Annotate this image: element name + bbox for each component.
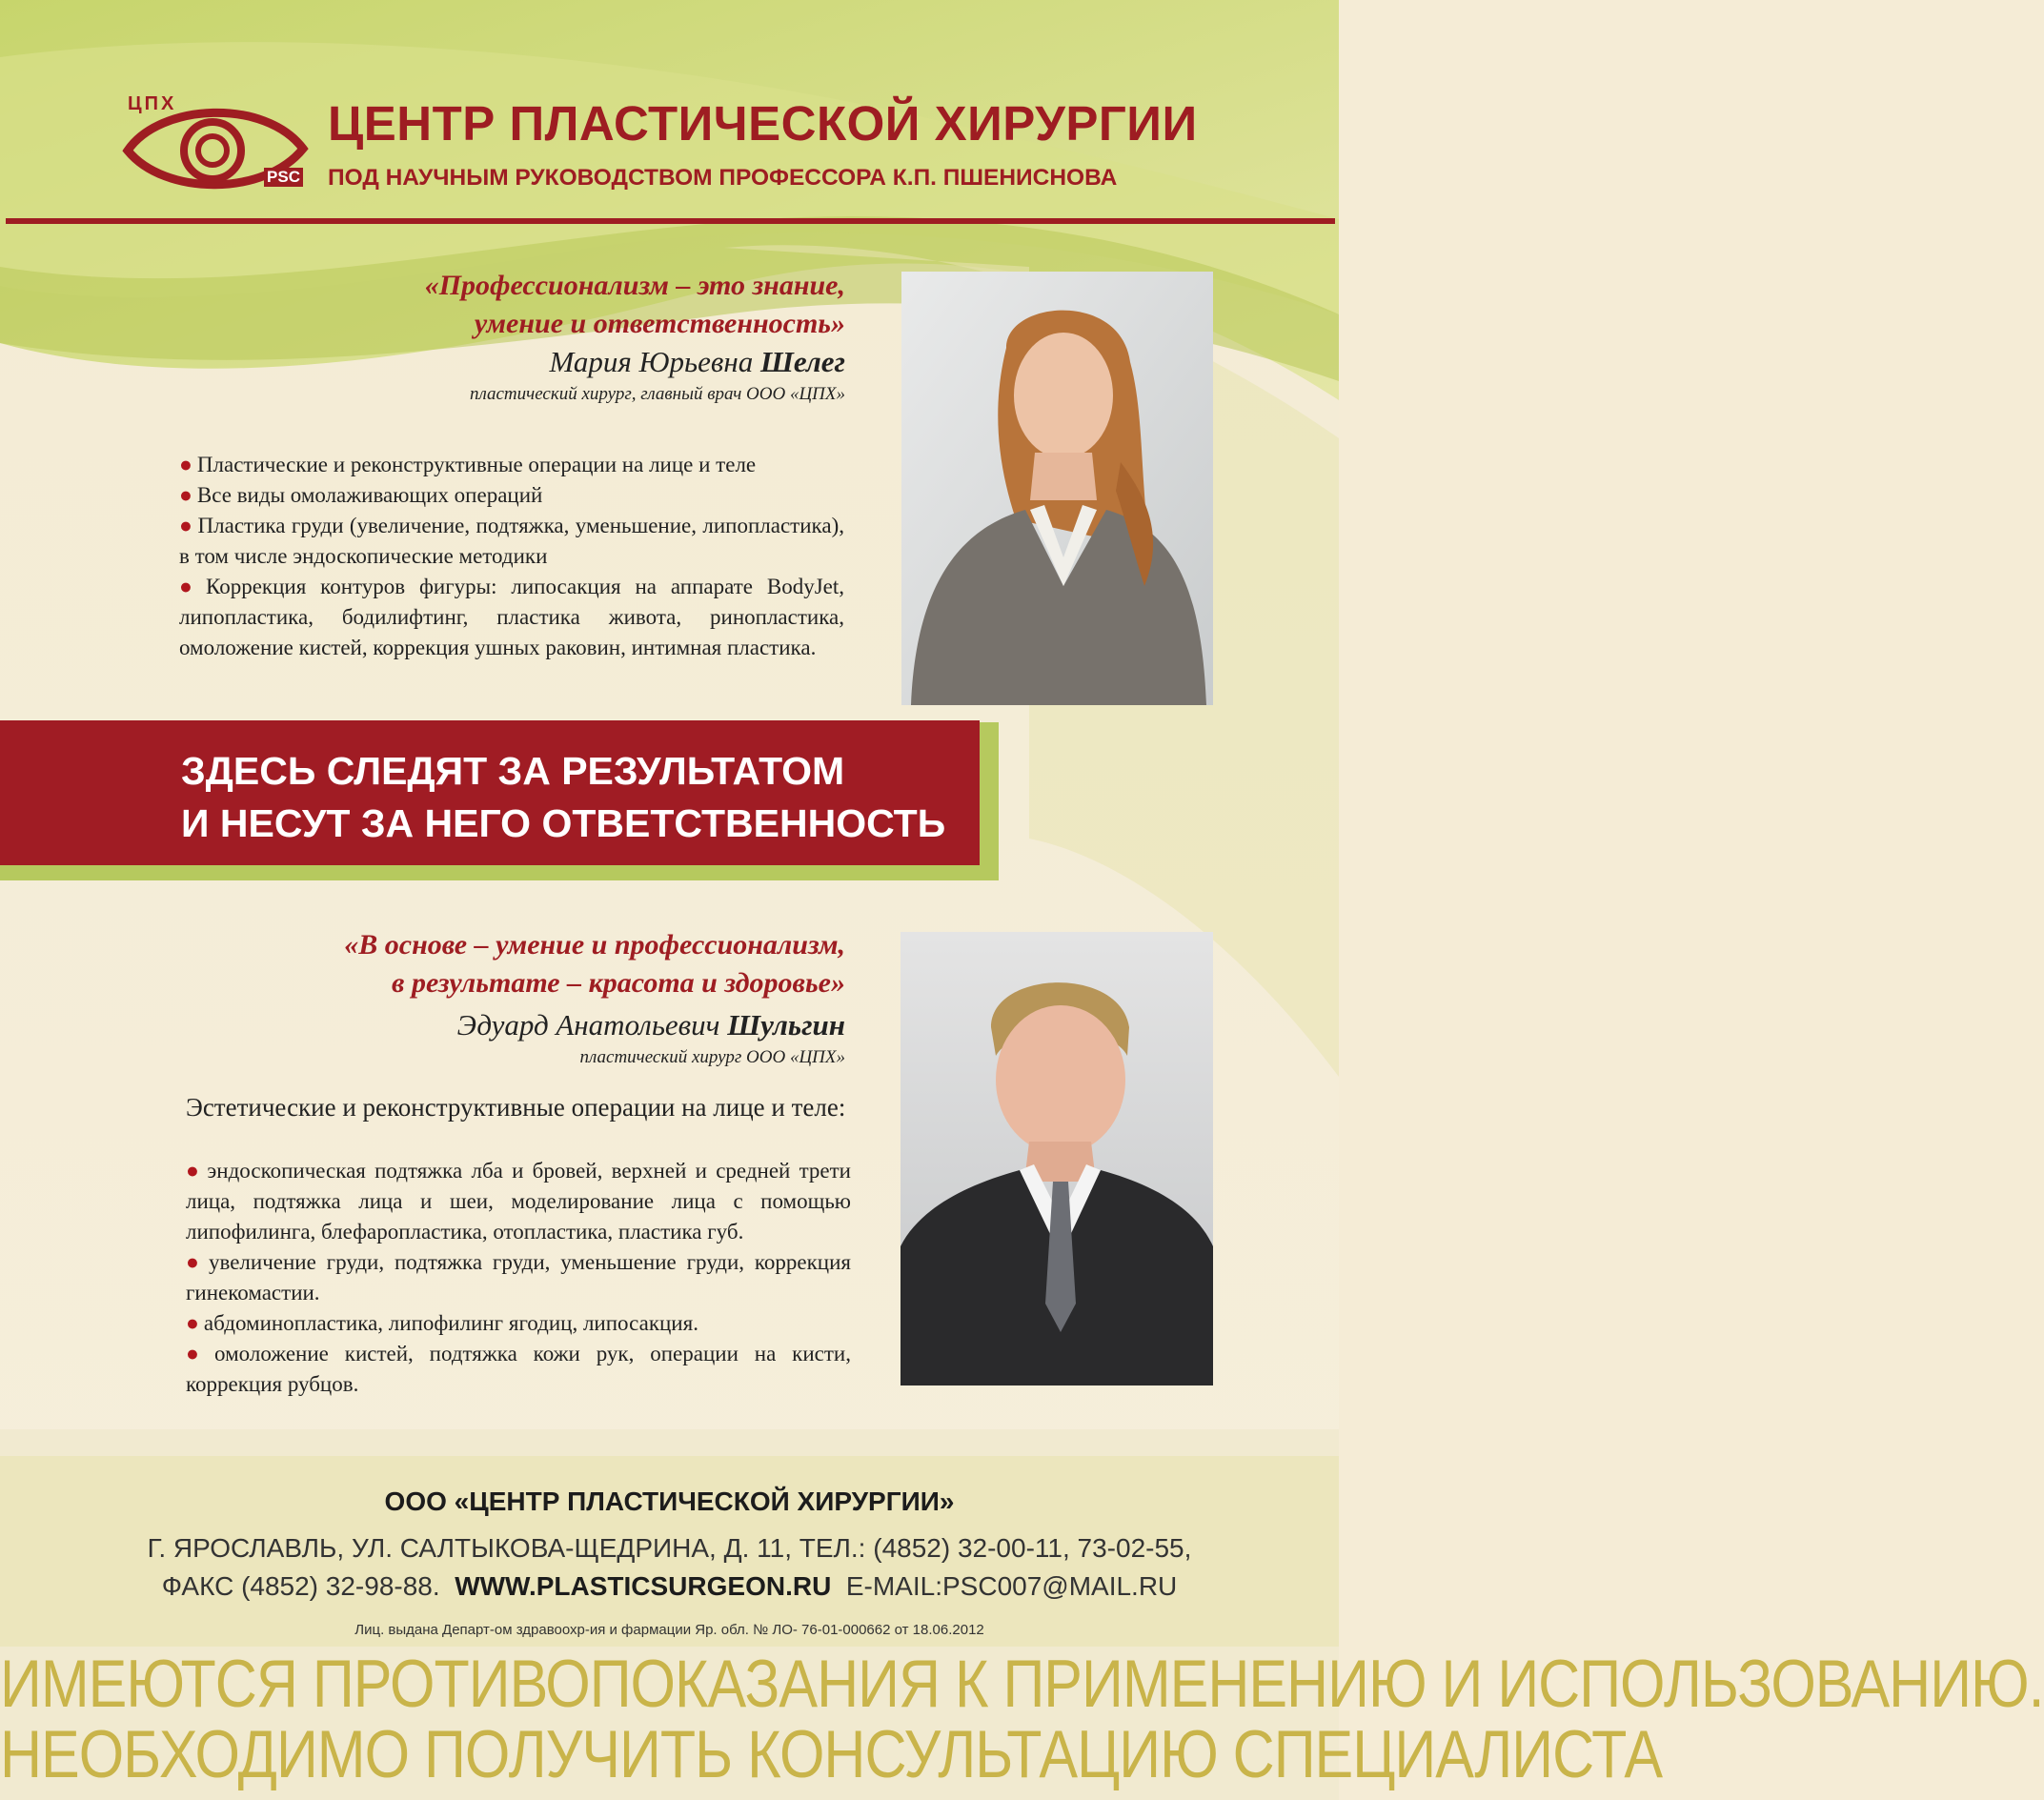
doctor2-services-list <box>186 1156 851 1400</box>
doctor2-first-names: Эдуард Анатольевич <box>456 1008 720 1042</box>
footer-company-name: ООО «ЦЕНТР ПЛАСТИЧЕСКОЙ ХИРУРГИИ» <box>384 1487 955 1516</box>
footer-license: Лиц. выдана Департ-ом здравоохр-ия и фармации Яр. обл. № ЛО- 76-01-000662 от 18.06.2012 <box>354 1622 984 1638</box>
bullet-icon: ● <box>186 1311 199 1335</box>
header-divider <box>6 218 1335 224</box>
doctor2-quote <box>344 926 845 1002</box>
doctor2-photo <box>901 932 1213 1385</box>
doctor1-role: пластический хирург, главный врач ООО «ЦПХ» <box>469 384 845 404</box>
warning-line1: ИМЕЮТСЯ ПРОТИВОПОКАЗАНИЯ К ПРИМЕНЕНИЮ И ИСПОЛЬЗОВАНИЮ. <box>0 1646 2044 1722</box>
list-item: ● Все виды омолаживающих операций <box>179 483 543 507</box>
doctor1-surname: Шелег <box>759 345 845 378</box>
footer-address: Г. ЯРОСЛАВЛЬ, УЛ. САЛТЫКОВА-ЩЕДРИНА, Д. 11, ТЕЛ.: (4852) 32-00-11, 73-02-55, <box>147 1533 1192 1563</box>
bullet-icon: ● <box>179 453 192 476</box>
footer-website-link[interactable]: WWW.PLASTICSURGEON.RU <box>455 1571 832 1601</box>
doctor2-quote-line2: в результате – красота и здоровье» <box>392 967 845 999</box>
footer-fax: ФАКС (4852) 32-98-88. <box>161 1571 440 1601</box>
bullet-icon: ● <box>179 514 193 537</box>
list-item: ● омоложение кистей, подтяжка кожи рук, операции на кисти, коррекция рубцов. <box>186 1342 851 1396</box>
list-item: ● эндоскопическая подтяжка лба и бровей, верхней и средней трети лица, подтяжка лица и шеи, моделирование лица с помощью липофилинга, блефаропластика, отопластика, пластика губ. <box>186 1159 851 1244</box>
clinic-logo <box>122 93 313 200</box>
clinic-title: ЦЕНТР ПЛАСТИЧЕСКОЙ ХИРУРГИИ <box>328 96 1198 151</box>
list-item: ● абдоминопластика, липофилинг ягодиц, липосакция. <box>186 1311 698 1335</box>
footer-email-link[interactable]: E-MAIL:PSC007@MAIL.RU <box>845 1571 1178 1601</box>
bullet-icon: ● <box>186 1159 203 1183</box>
footer-contacts <box>0 1571 1339 1602</box>
bullet-icon: ● <box>186 1250 204 1274</box>
doctor1-quote <box>425 267 845 343</box>
slogan-banner-text <box>181 745 945 850</box>
doctor1-name <box>549 345 845 379</box>
logo-abbreviation-ru: ЦПХ <box>128 93 177 114</box>
list-item: ● Коррекция контуров фигуры: липосакция на аппарате BodyJet, липопластика, бодилифтинг, пластика живота, ринопластика, омоложение кистей, коррекция ушных раковин, интимная пластика. <box>179 575 844 659</box>
doctor1-quote-line1: «Профессионализм – это знание, <box>424 270 845 301</box>
clinic-subtitle: ПОД НАУЧНЫМ РУКОВОДСТВОМ ПРОФЕССОРА К.П. ПШЕНИСНОВА <box>328 165 1118 191</box>
doctor1-quote-line2: умение и ответственность» <box>474 308 845 339</box>
doctor2-intro: Эстетические и реконструктивные операции на лице и теле: <box>186 1093 846 1122</box>
doctor2-role: пластический хирург ООО «ЦПХ» <box>579 1047 845 1067</box>
doctor1-first-names: Мария Юрьевна <box>549 345 754 378</box>
bullet-icon: ● <box>186 1342 211 1365</box>
doctor1-services-list <box>179 450 844 663</box>
doctor1-photo <box>901 272 1213 705</box>
doctor2-quote-line1: «В основе – умение и профессионализм, <box>344 929 845 961</box>
list-item: ● увеличение груди, подтяжка груди, уменьшение груди, коррекция гинекомастии. <box>186 1250 851 1304</box>
woman-portrait-icon <box>901 272 1213 705</box>
doctor2-surname: Шульгин <box>727 1008 845 1042</box>
man-portrait-icon <box>901 932 1213 1385</box>
slogan-line1: ЗДЕСЬ СЛЕДЯТ ЗА РЕЗУЛЬТАТОМ <box>181 749 845 793</box>
list-item: ● Пластика груди (увеличение, подтяжка, уменьшение, липопластика), в том числе эндоскопические методики <box>179 514 844 568</box>
slogan-line2: И НЕСУТ ЗА НЕГО ОТВЕТСТВЕННОСТЬ <box>181 801 946 845</box>
doctor2-name <box>457 1008 845 1042</box>
bullet-icon: ● <box>179 483 192 507</box>
logo-abbreviation-en: PSC <box>264 168 303 187</box>
bullet-icon: ● <box>179 575 202 598</box>
list-item: ● Пластические и реконструктивные операции на лице и теле <box>179 453 757 476</box>
warning-line2: НЕОБХОДИМО ПОЛУЧИТЬ КОНСУЛЬТАЦИЮ СПЕЦИАЛИСТА <box>0 1716 1663 1792</box>
